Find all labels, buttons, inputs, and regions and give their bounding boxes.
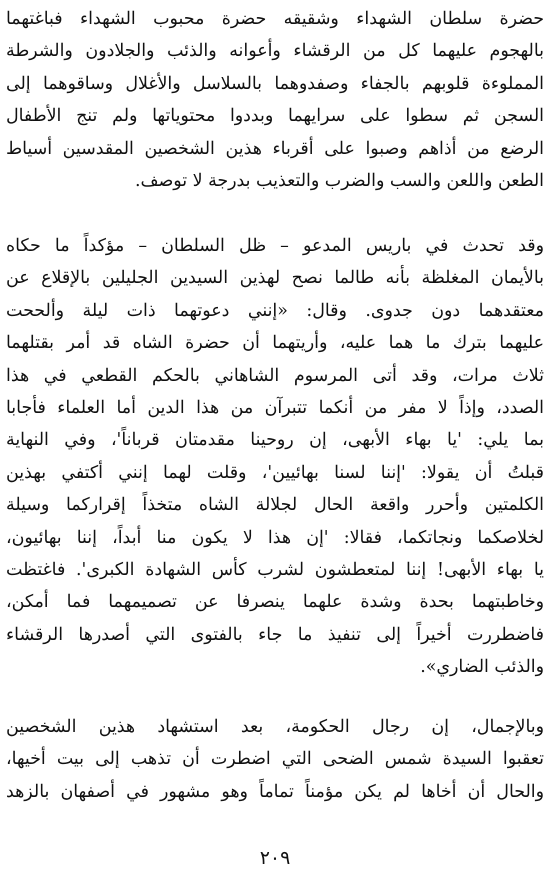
text-line: السجن ثم سطوا على سرايهما وبددوا محتوياتها ولم تنج الأطفال [6, 106, 544, 127]
text-line: الصدد، وإذاً لا مفر من أنكما تتبرآن من هذا الدين أما العلماء فأجابا [6, 397, 544, 418]
text-line: بالهجوم عليهما كل من الرقشاء وأعوانه والذئب والجلادون والشرطة [6, 41, 544, 62]
text-line: فاضطررت أخيراً إلى تنفيذ ما جاء بالفتوى التي أصدرها الرقشاء [6, 624, 544, 645]
paragraph-1 [6, 3, 544, 197]
text-line: الطعن واللعن والسب والضرب والتعذيب بدرجة لا توصف. [134, 170, 544, 191]
text-line: وقد تحدث في باريس المدعو – ظل السلطان – مؤكداً ما حكاه [6, 236, 544, 256]
text-line: تعقبوا السيدة شمس الضحى التي اضطرت أن تذهب إلى بيت أخيها، [6, 749, 544, 770]
page-number: ٢٠٩ [259, 847, 291, 869]
text-line: حضرة سلطان الشهداء وشقيقه حضرة محبوب الشهداء فباغتهما [6, 9, 544, 29]
text-line: ثلاث مرات، وقد أتى المرسوم الشاهاني بالحكم القطعي في هذا [6, 365, 544, 386]
text-line: والذئب الضاري». [420, 657, 544, 678]
paragraph-2 [6, 230, 544, 683]
text-line: المملوءة قلوبهم بالجفاء وصفدوهما بالسلاسل والأغلال وساقوهما إلى [6, 73, 544, 94]
text-line: لخلاصكما ونجاتكما، فقالا: 'إن هذا لا يكون منا أبداً، إننا بهائيون، [6, 527, 544, 548]
text-line: الكلمتين وأحرر واقعة الحال لجلالة الشاه متخذاً إقراركما وسيلة [6, 495, 544, 516]
text-line: بما يلي: 'يا بهاء الأبهى، إن روحينا مقدمتان قرباناً'، وفي النهاية [6, 430, 544, 451]
paragraph-3 [6, 711, 544, 808]
text-line: الرضع من أذاهم وصبوا على أقرباء هذين الشخصين المقدسين أسياط [6, 138, 544, 159]
text-line: يا بهاء الأبهى! إننا لمتعطشون لشرب كأس الشهادة الكبرى'. فاغتظت [6, 559, 544, 580]
text-line: والحال أن أخاها لم يكن مؤمناً تماماً وهو مشهور في أصفهان بالزهد [6, 781, 544, 802]
text-line: معتقدهما دون جدوى. وقال: «إنني دعوتهما ذات ليلة وألححت [6, 300, 544, 321]
text-line: وخاطبتهما بحدة وشدة علهما ينصرفا عن تصميمهما فما أمكن، [6, 592, 544, 613]
text-line: بالأيمان المغلظة بأنه طالما نصح لهذين السيدين الجليلين بالإقلاع عن [6, 268, 544, 289]
text-line: قبلتُ أن يقولا: 'إننا لسنا بهائيين'، وقلت لهما إنني أكتفي بهذين [6, 462, 544, 483]
text-line: وبالإجمال، إن رجال الحكومة، بعد استشهاد هذين الشخصين [6, 717, 544, 737]
text-line: عليهما بترك ما هما عليه، وأريتهما أن حضرة الشاه قد أمر بقتلهما [6, 333, 544, 354]
